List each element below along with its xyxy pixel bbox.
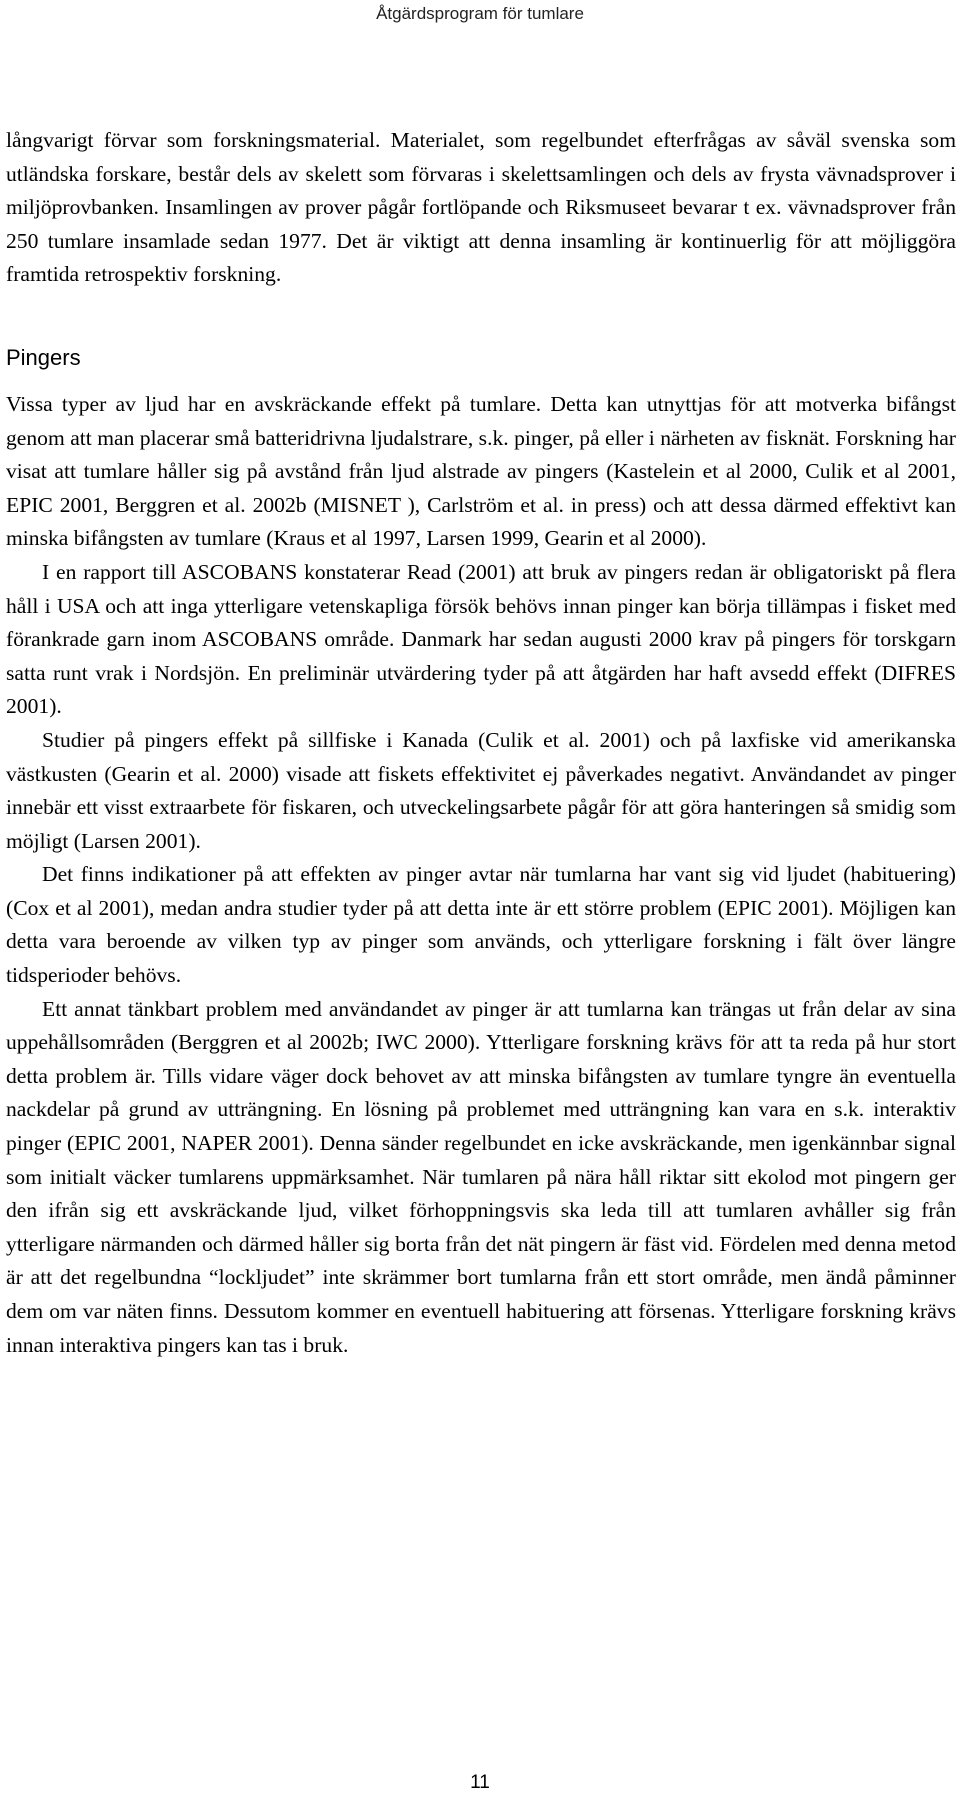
section-heading: Pingers (6, 344, 81, 370)
body-paragraph: Det finns indikationer på att effekten av pinger avtar när tumlarna har vant sig vid ljudet (habituering)(Cox et al 2001), medan andra studier tyder på att detta inte är ett större problem (EPIC 2001). Möjligen kan detta vara beroende av vilken typ av pinger som används, och ytterligare forskning i fält över längre tidsperioder behövs. (6, 862, 956, 988)
running-header: Åtgärdsprogram för tumlare (376, 4, 584, 23)
body-paragraph: Ett annat tänkbart problem med användandet av pinger är att tumlarna kan trängas ut från delar av sina uppehållsområden (Berggren et al 2002b; IWC 2000). Ytterligare forskning krävs för att ta reda på hur stort detta problem är. Tills vidare väger dock behovet av att minska bifångsten av tumlare tyngre än eventuella nackdelar på grund av utträngning. En lösning på problemet med utträngning kan vara en s.k. interaktiv pinger (EPIC 2001, NAPER 2001). Denna sänder regelbundet en icke avskräckande, men igenkännbar signal som initialt väcker tumlarens uppmärksamhet. När tumlaren på nära håll riktar sitt ekolod mot pingern ger den ifrån sig ett avskräckande ljud, vilket förhoppningsvis ska leda till att tumlaren avhåller sig från ytterligare närmanden och därmed håller sig borta från det nät pingern är fäst vid. Fördelen med denna metod är att det regelbundna “lockljudet” inte skrämmer bort tumlarna från ett stort område, men ändå påminner dem om var näten finns. Dessutom kommer en eventuell habituering att försenas. Ytterligare forskning krävs innan interaktiva pingers kan tas i bruk. (6, 996, 956, 1357)
intro-paragraph: långvarigt förvar som forskningsmaterial. Materialet, som regelbundet efterfrågas av såväl svenska som utländska forskare, består dels av skelett som förvaras i skelettsamlingen och dels av frysta vävnadsprover i miljöprovbanken. Insamlingen av prover pågår fortlöpande och Riksmuseet bevarar t ex. vävnadsprover från 250 tumlare insamlade sedan 1977. Det är viktigt att denna insamling är kontinuerlig för att möjliggöra framtida retrospektiv forskning. (6, 128, 956, 287)
body-paragraph: Vissa typer av ljud har en avskräckande effekt på tumlare. Detta kan utnyttjas för att motverka bifångst genom att man placerar små batteridrivna ljudalstrare, s.k. pinger, på eller i närheten av fisknät. Forskning har visat att tumlare håller sig på avstånd från ljud alstrade av pingers (Kastelein et al 2000, Culik et al 2001, EPIC 2001, Berggren et al. 2002b (MISNET ), Carlström et al. in press) och att dessa därmed effektivt kan minska bifångsten av tumlare (Kraus et al 1997, Larsen 1999, Gearin et al 2000). (6, 391, 956, 551)
body-paragraph: Studier på pingers effekt på sillfiske i Kanada (Culik et al. 2001) och på laxfiske vid amerikanska västkusten (Gearin et al. 2000) visade att fiskets effektivitet ej påverkades negativt. Användandet av pinger innebär ett visst extraarbete för fiskaren, och utveckelingsarbete pågår för att göra hanteringen så smidig som möjligt (Larsen 2001). (6, 727, 956, 853)
page-number: 11 (470, 1772, 490, 1793)
page-body (6, 124, 956, 1362)
body-paragraph: I en rapport till ASCOBANS konstaterar Read (2001) att bruk av pingers redan är obligatoriskt på flera håll i USA och att inga ytterligare vetenskapliga försök behövs innan pinger kan börja tillämpas i fisket med förankrade garn inom ASCOBANS område. Danmark har sedan augusti 2000 krav på pingers för torskgarn satta runt vrak i Nordsjön. En preliminär utvärdering tyder på att åtgärden har haft avsedd effekt (DIFRES 2001). (6, 559, 956, 719)
